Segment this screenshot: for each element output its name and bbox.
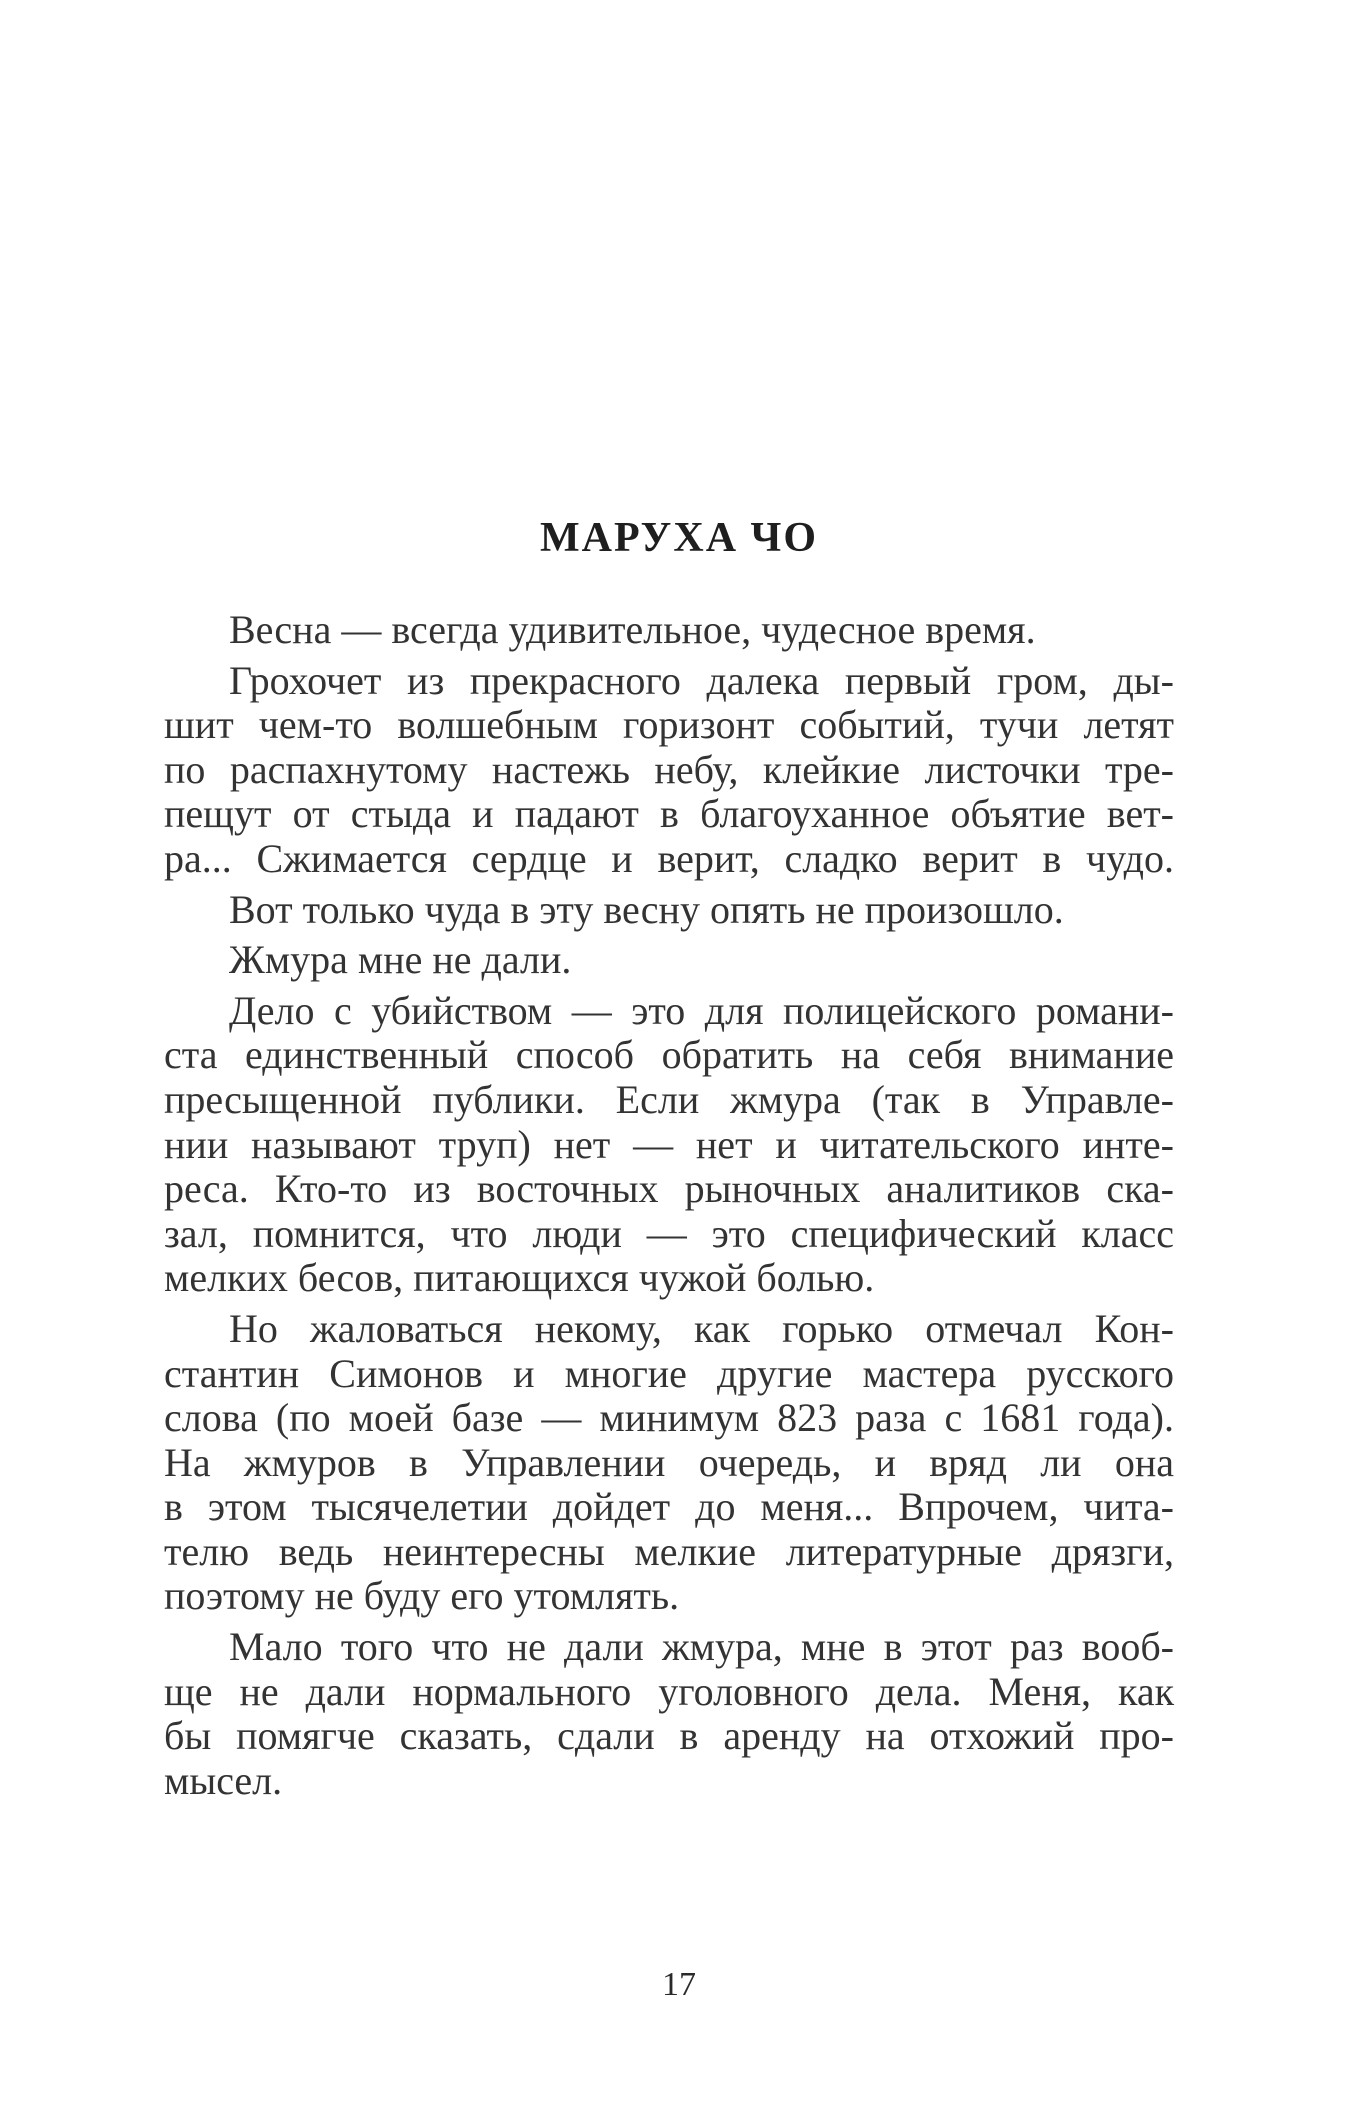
chapter-title: МАРУХА ЧО — [539, 515, 819, 561]
paragraph — [164, 989, 1174, 1301]
text-line: шит чем-то волшебным горизонт событий, тучи летят — [164, 702, 1174, 748]
text-line: пещут от стыда и падают в благоуханное объятие вет- — [164, 791, 1174, 837]
text-line: мысел. — [164, 1757, 283, 1803]
text-line: телю ведь неинтересны мелкие литературные дрязги, — [164, 1528, 1174, 1574]
text-line: Дело с убийством — это для полицейского романи- — [229, 987, 1174, 1033]
text-line: стантин Симонов и многие другие мастера русского — [164, 1350, 1174, 1396]
page-number: 17 — [662, 1966, 696, 2003]
text-line: нии называют труп) нет — нет и читательского инте- — [164, 1121, 1174, 1167]
text-line: Вот только чуда в эту весну опять не произошло. — [229, 886, 1064, 932]
paragraph — [164, 659, 1174, 882]
text-line: Весна — всегда удивительное, чудесное время. — [229, 607, 1036, 652]
text-line: бы помягче сказать, сдали в аренду на отхожий про- — [164, 1713, 1174, 1759]
text-line: ра... Сжимается сердце и верит, сладко верит в чудо. — [164, 835, 1174, 881]
text-line: На жмуров в Управлении очередь, и вряд ли она — [164, 1439, 1174, 1485]
text-line: реса. Кто-то из восточных рыночных аналитиков ска- — [164, 1166, 1174, 1212]
text-line: ще не дали нормального уголовного дела. Меня, как — [164, 1668, 1174, 1714]
text-line: Грохочет из прекрасного далека первый гром, ды- — [229, 657, 1174, 703]
text-line: Но жаловаться некому, как горько отмечал Кон- — [229, 1305, 1174, 1351]
text-line: Мало того что не дали жмура, мне в этот раз вооб- — [229, 1624, 1174, 1670]
paragraph — [164, 608, 1174, 653]
paragraph — [164, 888, 1174, 933]
text-line: поэтому не буду его утомлять. — [164, 1573, 680, 1619]
text-line: зал, помнится, что люди — это специфический класс — [164, 1210, 1174, 1256]
paragraph — [164, 938, 1174, 983]
text-line: по распахнутому настежь небу, клейкие листочки тре- — [164, 746, 1174, 792]
body-text — [164, 608, 1174, 1803]
paragraph — [164, 1625, 1174, 1803]
text-line: ста единственный способ обратить на себя внимание — [164, 1032, 1174, 1078]
text-line: пресыщенной публики. Если жмура (так в Управле- — [164, 1076, 1174, 1122]
paragraph — [164, 1307, 1174, 1619]
text-line: Жмура мне не дали. — [229, 937, 572, 983]
text-line: мелких бесов, питающихся чужой болью. — [164, 1255, 875, 1301]
text-line: в этом тысячелетии дойдет до меня... Впрочем, чита- — [164, 1484, 1174, 1530]
text-line: слова (по моей базе — минимум 823 раза с 1681 года). — [164, 1395, 1174, 1441]
